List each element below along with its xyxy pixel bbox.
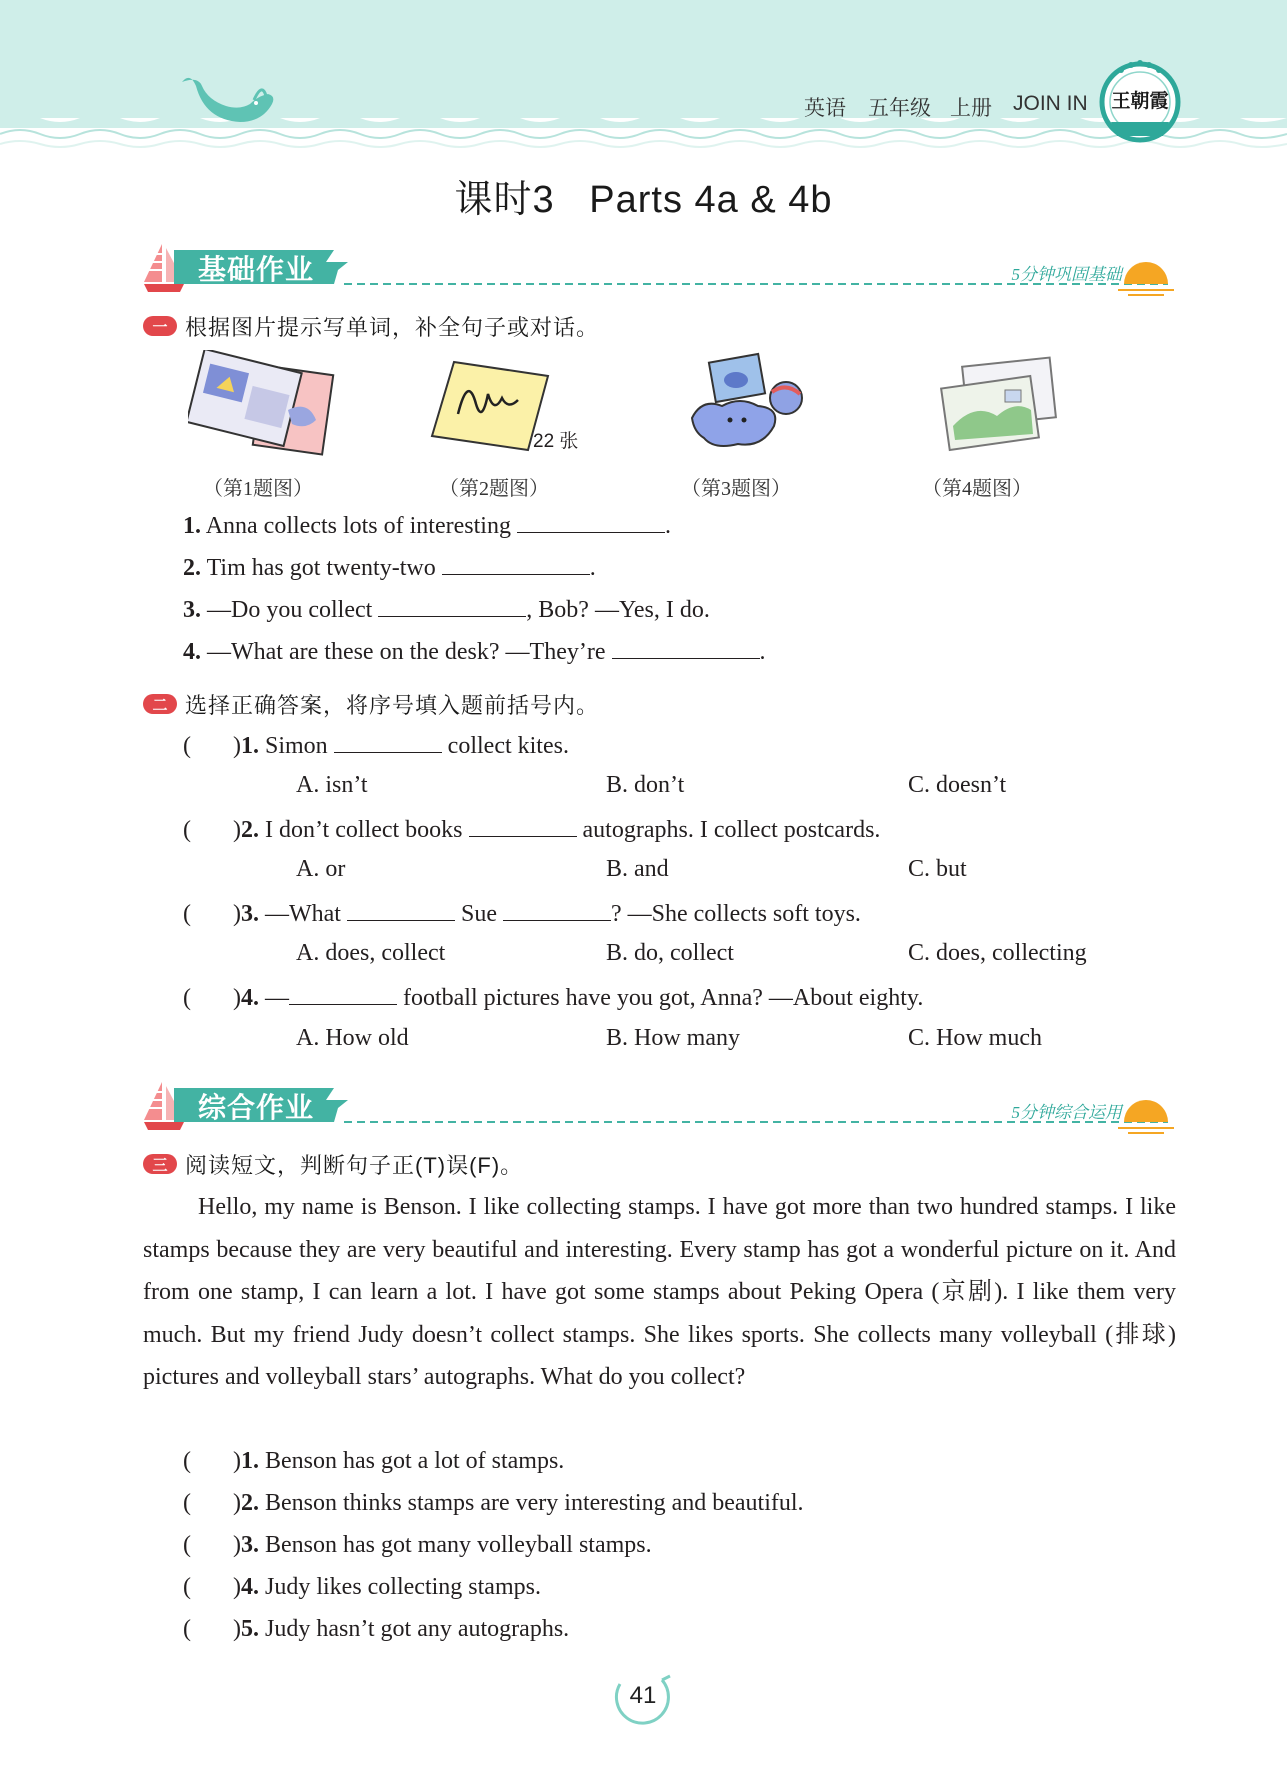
fill-in-item-3: 3. —Do you collect , Bob? —Yes, I do. — [183, 594, 710, 624]
question-instruction: 阅读短文，判断句子正(T)误(F)。 — [185, 1152, 524, 1178]
answer-parens[interactable]: ( ) — [183, 1574, 241, 1600]
section-note-comprehensive: 5分钟综合运用 — [1011, 1103, 1122, 1122]
true-false-item-3: ( )3. Benson has got many volleyball stamps. — [183, 1532, 652, 1558]
answer-parens[interactable]: ( ) — [183, 1448, 241, 1474]
section-header-basic — [138, 240, 1178, 298]
logo-badge — [1097, 58, 1183, 150]
option-c: C. doesn’t — [908, 772, 1007, 798]
section-note-basic: 5分钟巩固基础 — [1011, 265, 1122, 284]
true-false-item-5: ( )5. Judy hasn’t got any autographs. — [183, 1616, 570, 1642]
fill-in-item-4: 4. —What are these on the desk? —They’re . — [183, 636, 766, 666]
answer-parens[interactable]: ( ) — [183, 817, 241, 843]
option-a: A. How old — [296, 1025, 409, 1051]
answer-blank[interactable] — [378, 594, 526, 617]
option-a: A. or — [296, 856, 346, 882]
answer-blank[interactable] — [517, 510, 665, 533]
option-a: A. isn’t — [296, 772, 368, 798]
header-band — [0, 0, 1287, 150]
picture-count-label: 22 张 — [533, 431, 579, 452]
picture-postcards-icon — [935, 356, 1060, 456]
choice-item-3: ( )3. —What Sue ? —She collects soft toys. — [183, 898, 861, 928]
choice-item-1: ( )1. Simon collect kites. — [183, 730, 569, 760]
option-c: C. How much — [908, 1025, 1042, 1051]
picture-caption-1: （第1题图） — [203, 478, 313, 500]
section-label-basic: 基础作业 — [198, 254, 315, 285]
true-false-item-4: ( )4. Judy likes collecting stamps. — [183, 1574, 541, 1600]
answer-blank — [289, 982, 397, 1005]
answer-blank[interactable] — [442, 552, 590, 575]
question-badge: 一 — [143, 316, 177, 336]
fill-in-item-2: 2. Tim has got twenty-two . — [183, 552, 596, 582]
choice-item-2: ( )2. I don’t collect books autographs. I collect postcards. — [183, 814, 880, 844]
option-a: A. does, collect — [296, 940, 446, 966]
true-false-item-2: ( )2. Benson thinks stamps are very interesting and beautiful. — [183, 1490, 804, 1516]
answer-blank — [347, 898, 455, 921]
option-b: B. How many — [606, 1025, 740, 1051]
answer-blank — [334, 730, 442, 753]
picture-soft-toys-icon — [688, 352, 813, 457]
answer-blank[interactable] — [612, 636, 760, 659]
question-1-heading — [143, 310, 599, 342]
answer-parens[interactable]: ( ) — [183, 1490, 241, 1516]
header-series: JOIN IN — [1013, 92, 1088, 115]
question-badge: 二 — [143, 694, 177, 714]
header-subject: 英语 — [804, 97, 846, 120]
picture-caption-4: （第4题图） — [922, 478, 1032, 500]
answer-parens[interactable]: ( ) — [183, 1616, 241, 1642]
page-number — [600, 1670, 686, 1730]
question-badge: 三 — [143, 1154, 177, 1174]
answer-blank — [469, 814, 577, 837]
choice-item-4: ( )4. — football pictures have you got, Anna? —About eighty. — [183, 982, 923, 1012]
answer-parens[interactable]: ( ) — [183, 985, 241, 1011]
reading-passage: Hello, my name is Benson. I like collecting stamps. I have got more than two hundred stamps. I like stamps because they are very beautiful and interesting. Every stamp has got a wonderful picture on it. And from one stamp, I can learn a lot. I have got some stamps about Peking Opera (京剧). I like them very much. But my friend Judy doesn’t collect stamps. She likes sports. She collects many volleyball (排球) pictures and volleyball stars’ autographs. What do you collect? — [143, 1194, 1176, 1390]
answer-parens[interactable]: ( ) — [183, 1532, 241, 1558]
header-volume: 上册 — [950, 97, 992, 120]
question-instruction: 根据图片提示写单词，补全句子或对话。 — [185, 314, 600, 340]
picture-caption-3: （第3题图） — [681, 478, 791, 500]
page-title: 课时3 Parts 4a & 4b — [454, 179, 833, 221]
option-b: B. don’t — [606, 772, 685, 798]
fill-in-item-1: 1. Anna collects lots of interesting . — [183, 510, 671, 540]
header-grade: 五年级 — [868, 97, 931, 120]
picture-caption-2: （第2题图） — [439, 478, 549, 500]
logo-text: 王朝霞 — [1111, 90, 1169, 112]
section-label-comprehensive: 综合作业 — [198, 1092, 315, 1123]
option-c: C. does, collecting — [908, 940, 1087, 966]
true-false-item-1: ( )1. Benson has got a lot of stamps. — [183, 1448, 565, 1474]
option-b: B. and — [606, 856, 669, 882]
answer-blank — [503, 898, 611, 921]
picture-books-icon — [188, 350, 338, 460]
answer-parens[interactable]: ( ) — [183, 733, 241, 759]
page-number-text: 41 — [629, 1682, 657, 1709]
question-3-heading — [143, 1148, 523, 1180]
sunset-icon — [1118, 1100, 1174, 1133]
section-header-comprehensive — [138, 1078, 1178, 1136]
question-instruction: 选择正确答案，将序号填入题前括号内。 — [185, 692, 600, 718]
sunset-icon — [1118, 262, 1174, 295]
option-c: C. but — [908, 856, 967, 882]
option-b: B. do, collect — [606, 940, 734, 966]
question-2-heading — [143, 688, 599, 720]
answer-parens[interactable]: ( ) — [183, 901, 241, 927]
